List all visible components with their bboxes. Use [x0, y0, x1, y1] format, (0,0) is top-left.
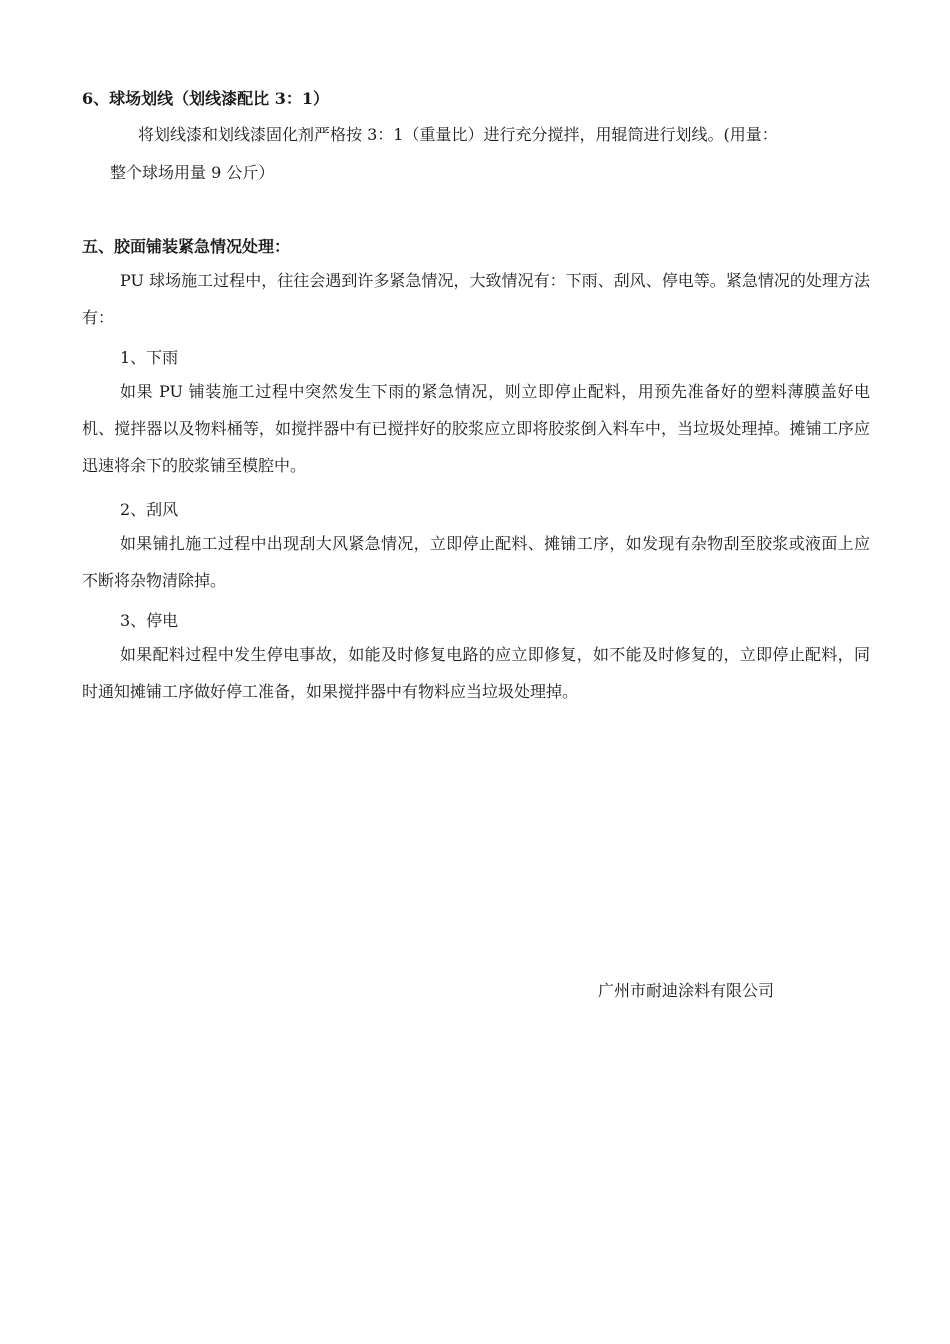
item-wind-body: 如果铺扎施工过程中出现刮大风紧急情况，立即停止配料、摊铺工序，如发现有杂物刮至胶浆或液面上应不断将杂物清除掉。	[82, 534, 870, 590]
item-wind-title: 2、刮风	[120, 500, 179, 519]
section-6-text-line-2: 整个球场用量 9 公斤）	[110, 163, 275, 182]
section-6-text-line-1: 将划线漆和划线漆固化剂严格按 3：1（重量比）进行充分搅拌，用辊筒进行划线。(用量：	[138, 125, 778, 144]
item-power-title: 3、停电	[120, 611, 179, 630]
section-5-intro: PU 球场施工过程中，往往会遇到许多紧急情况，大致情况有：下雨、刮风、停电等。紧急情况的处理方法有：	[82, 271, 870, 327]
company-signature: 广州市耐迪涂料有限公司	[598, 981, 775, 1000]
section-6-heading: 6、球场划线（划线漆配比 3：1）	[82, 89, 329, 108]
section-5-heading: 五、胶面铺装紧急情况处理：	[82, 237, 291, 256]
item-power-body: 如果配料过程中发生停电事故，如能及时修复电路的应立即修复，如不能及时修复的，立即停止配料，同时通知摊铺工序做好停工准备，如果搅拌器中有物料应当垃圾处理掉。	[82, 645, 870, 701]
item-rain-title: 1、下雨	[120, 348, 179, 367]
item-rain-body: 如果 PU 铺装施工过程中突然发生下雨的紧急情况，则立即停止配料，用预先准备好的塑料薄膜盖好电机、搅拌器以及物料桶等，如搅拌器中有已搅拌好的胶浆应立即将胶浆倒入料车中，当垃圾处理掉。摊铺工序应迅速将余下的胶浆铺至模腔中。	[82, 382, 870, 475]
